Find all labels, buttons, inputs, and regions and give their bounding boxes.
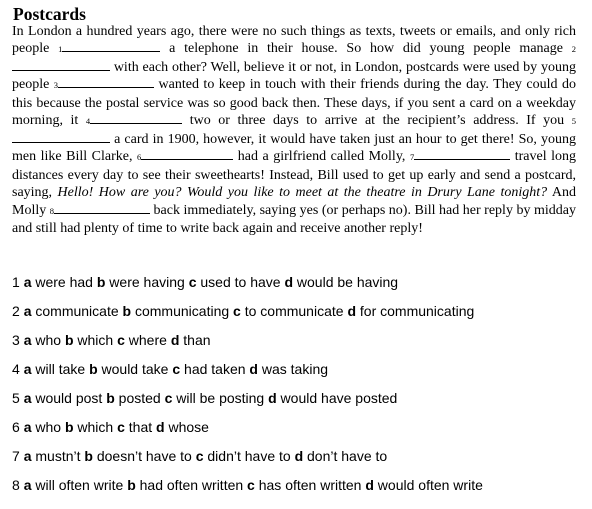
blank-number: 4 — [85, 116, 91, 127]
blank-number: 1 — [58, 44, 63, 55]
question-options — [12, 473, 483, 502]
option-text: communicate — [31, 303, 123, 319]
option-letter: c — [172, 361, 181, 377]
option-letter: d — [268, 390, 277, 406]
gap-blank — [90, 112, 182, 124]
blank-number: 8 — [49, 205, 55, 216]
gap-blank — [12, 131, 110, 143]
option-letter: b — [89, 361, 98, 377]
question-options — [12, 357, 483, 386]
option-letter: b — [64, 332, 74, 348]
blank-number: 7 — [409, 152, 415, 163]
option-letter: c — [233, 303, 241, 319]
option-letter: c — [117, 419, 125, 435]
option-letter: c — [164, 390, 173, 406]
option-letter: c — [117, 332, 125, 348]
gap-blank — [414, 148, 510, 160]
option-letter: a — [23, 361, 32, 377]
option-text: to communicate — [240, 303, 348, 319]
option-text: would take — [97, 361, 173, 377]
postcard-quote: Hello! How are you? Would you like to meet at the theatre in Drury Lane tonight? — [57, 185, 548, 201]
gap-blank — [141, 148, 233, 160]
option-text: were having — [105, 274, 189, 290]
question-number: 5 — [12, 390, 20, 406]
option-text: would post — [31, 390, 107, 406]
passage-segment: two or three days to arrive at the recipient’s address. If you — [182, 113, 572, 129]
option-letter: d — [284, 274, 294, 290]
option-letter: d — [347, 303, 356, 319]
page-title: Postcards — [13, 4, 86, 24]
question-number: 7 — [12, 448, 20, 464]
option-text: where — [124, 332, 171, 348]
option-letter: d — [365, 477, 374, 493]
option-text: was taking — [257, 361, 329, 377]
option-text: had often written — [135, 477, 248, 493]
option-text: used to have — [196, 274, 285, 290]
option-text: doesn’t have to — [92, 448, 196, 464]
gap-blank — [58, 76, 154, 88]
question-number: 8 — [12, 477, 20, 493]
option-text: would often write — [373, 477, 483, 493]
question-options — [12, 444, 483, 473]
option-letter: a — [23, 448, 32, 464]
passage-segment: with each other? Well, believe it or not, in London, postcards were used by young people — [12, 59, 576, 93]
passage-segment: And Molly — [12, 185, 576, 218]
blank-number: 6 — [137, 152, 142, 163]
answer-options — [12, 270, 483, 502]
blank-number: 3 — [53, 80, 59, 91]
option-letter: d — [294, 448, 304, 464]
option-letter: b — [127, 477, 136, 493]
blank-number: 2 — [571, 44, 576, 55]
passage-segment: wanted to keep in touch with their friends during the day. They could do this because the postal service was so good back then. These days, if you sent a card on a weekday morning, it — [12, 77, 576, 129]
option-text: were had — [31, 274, 97, 290]
option-letter: b — [106, 390, 115, 406]
option-letter: c — [195, 448, 204, 464]
option-letter: d — [249, 361, 258, 377]
option-letter: b — [96, 274, 106, 290]
question-number: 6 — [12, 419, 20, 435]
gap-blank — [54, 202, 150, 214]
question-options — [12, 386, 483, 415]
option-text: who — [31, 419, 65, 435]
option-text: whose — [164, 419, 209, 435]
option-text: mustn’t — [31, 448, 85, 464]
option-text: which — [73, 419, 118, 435]
question-options — [12, 299, 483, 328]
option-text: posted — [114, 390, 165, 406]
option-text: that — [124, 419, 157, 435]
blank-number: 5 — [571, 116, 576, 127]
option-text: would have posted — [276, 390, 398, 406]
option-text: which — [73, 332, 118, 348]
option-letter: a — [23, 477, 32, 493]
gap-blank — [62, 40, 160, 52]
question-number: 4 — [12, 361, 20, 377]
passage-segment: a telephone in their house. So how did young people manage — [160, 41, 572, 57]
option-text: will often write — [31, 477, 128, 493]
option-letter: d — [156, 419, 165, 435]
option-letter: a — [23, 332, 32, 348]
option-letter: a — [23, 390, 32, 406]
passage-text — [12, 23, 576, 237]
question-options — [12, 415, 483, 444]
option-letter: d — [170, 332, 180, 348]
option-text: for communicating — [356, 303, 475, 319]
option-letter: a — [23, 419, 32, 435]
question-options — [12, 328, 483, 357]
option-text: didn’t have to — [203, 448, 295, 464]
passage-segment: a card in 1900, however, it would have taken just an hour to get there! So, young men like Bill Clarke, — [12, 131, 576, 165]
passage-segment: In London a hundred years ago, there were no such things as texts, tweets or emails, and only rich people — [12, 24, 576, 57]
passage-segment: travel long distances every day to see their sweethearts! Instead, Bill used to get up early and send a postcard, saying, — [12, 149, 576, 201]
question-number: 2 — [12, 303, 20, 319]
option-letter: c — [188, 274, 197, 290]
option-letter: a — [23, 303, 32, 319]
option-text: will take — [31, 361, 90, 377]
option-letter: a — [23, 274, 32, 290]
option-letter: b — [122, 303, 132, 319]
option-letter: c — [247, 477, 255, 493]
passage-segment: had a girlfriend called Molly, — [233, 149, 410, 165]
option-letter: b — [84, 448, 93, 464]
option-text: had taken — [180, 361, 250, 377]
option-text: communicating — [131, 303, 234, 319]
option-text: will be posting — [172, 390, 269, 406]
passage-segment: back immediately, saying yes (or perhaps no). Bill had her reply by midday and still had plenty of time to write back again and receive another reply! — [12, 202, 576, 236]
option-text: don’t have to — [303, 448, 388, 464]
question-number: 3 — [12, 332, 20, 348]
option-text: would be having — [293, 274, 399, 290]
question-options — [12, 270, 483, 299]
option-text: who — [31, 332, 65, 348]
option-letter: b — [64, 419, 74, 435]
question-number: 1 — [12, 274, 20, 290]
option-text: than — [179, 332, 211, 348]
gap-blank — [12, 59, 110, 71]
option-text: has often written — [254, 477, 366, 493]
